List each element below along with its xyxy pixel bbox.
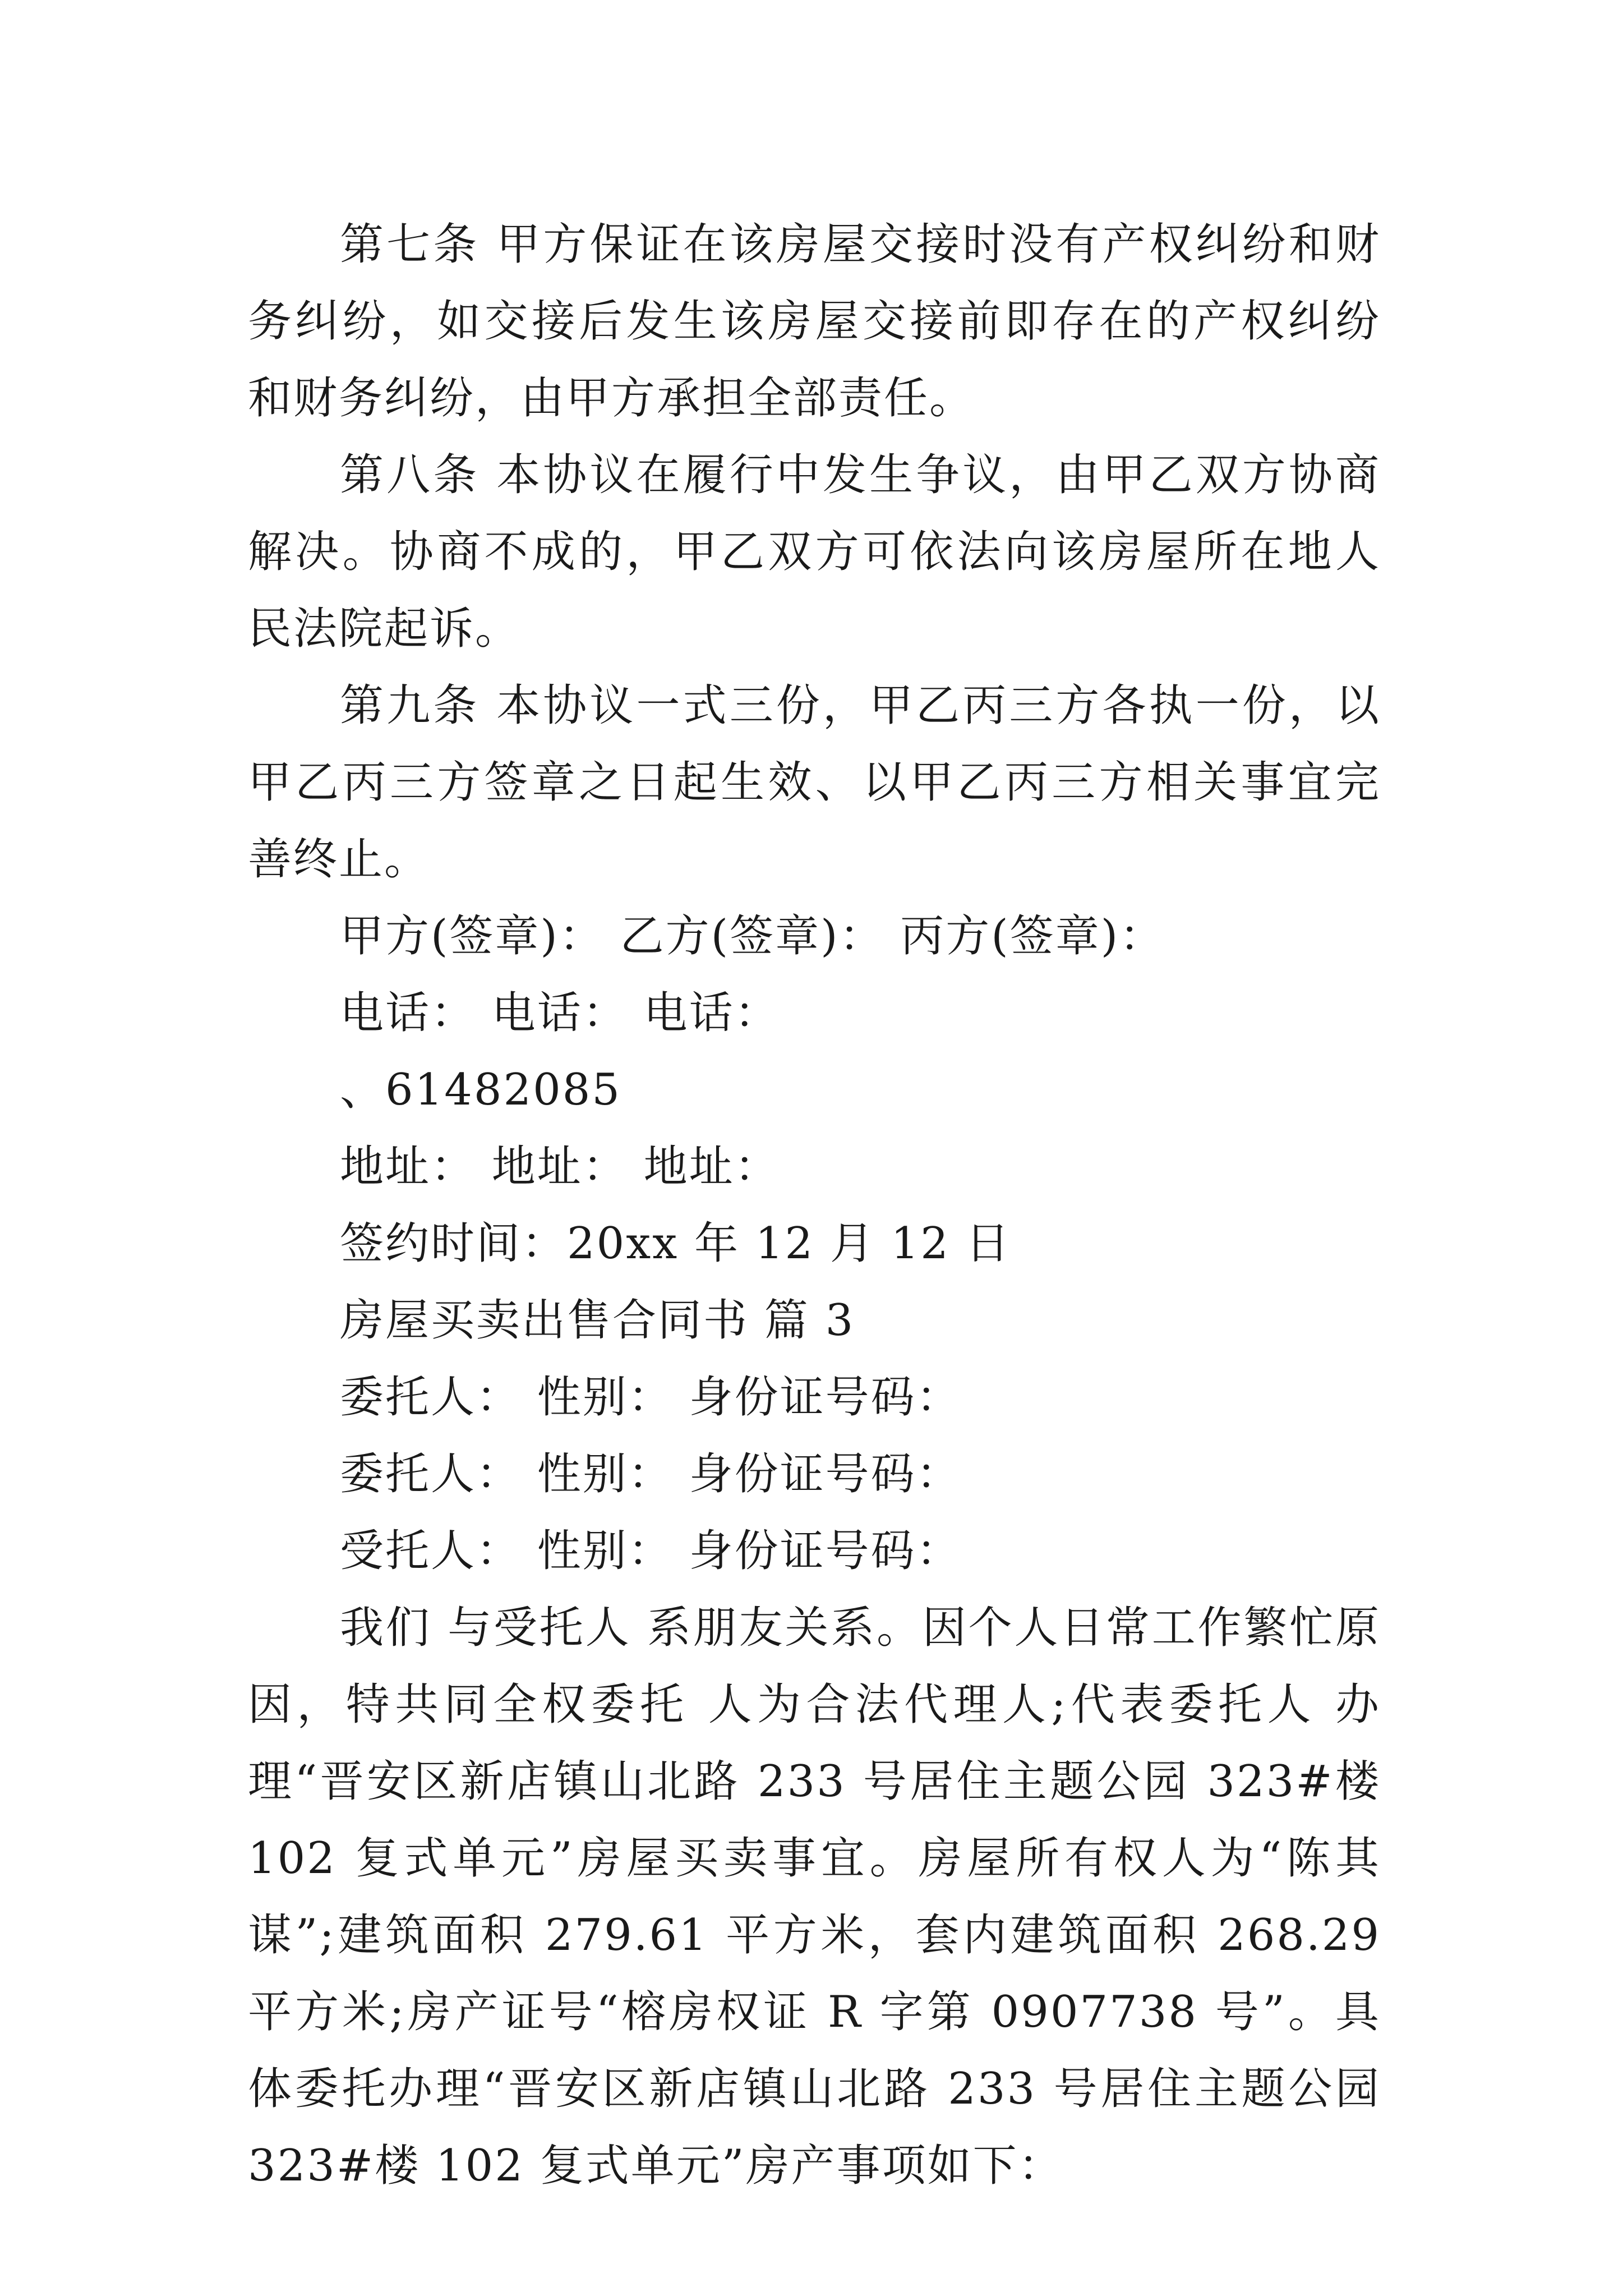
clause-nine: 第九条 本协议一式三份，甲乙丙三方各执一份，以甲乙丙三方签章之日起生效、以甲乙丙三方相关事宜完善终止。	[248, 680, 1381, 885]
signature-line: 甲方(签章)： 乙方(签章)： 丙方(签章)：	[340, 911, 1165, 961]
address-line: 地址： 地址： 地址：	[340, 1142, 780, 1192]
document-body	[248, 206, 1381, 2205]
principal-line-2: 委托人： 性别： 身份证号码：	[340, 1449, 962, 1499]
clause-eight: 第八条 本协议在履行中发生争议，由甲乙双方协商解决。协商不成的，甲乙双方可依法向该房屋所在地人民法院起诉。	[248, 450, 1381, 654]
signing-date-line: 签约时间：20xx 年 12 月 12 日	[340, 1218, 1011, 1269]
clause-seven: 第七条 甲方保证在该房屋交接时没有产权纠纷和财务纠纷，如交接后发生该房屋交接前即存在的产权纠纷和财务纠纷，由甲方承担全部责任。	[248, 219, 1381, 424]
principal-line-1: 委托人： 性别： 身份证号码：	[340, 1372, 962, 1423]
phone-line: 电话： 电话： 电话：	[340, 988, 780, 1038]
phone-number-line: 、61482085	[340, 1065, 622, 1115]
authorization-paragraph: 我们 与受托人 系朋友关系。因个人日常工作繁忙原因，特共同全权委托 人为合法代理人;代表委托人 办理“晋安区新店镇山北路 233 号居住主题公园 323#楼 102 复式单元”房屋买卖事宜。房屋所有权人为“陈其谋”;建筑面积 279.61 平方米，套内建筑面积 268.29 平方米;房产证号“榕房权证 R 字第 0907738 号”。具体委托办理“晋安区新店镇山北路 233 号居住主题公园 323#楼 102 复式单元”房产事项如下：	[248, 1603, 1381, 2191]
agent-line: 受托人： 性别： 身份证号码：	[340, 1526, 962, 1576]
section-heading: 房屋买卖出售合同书 篇 3	[340, 1295, 855, 1346]
